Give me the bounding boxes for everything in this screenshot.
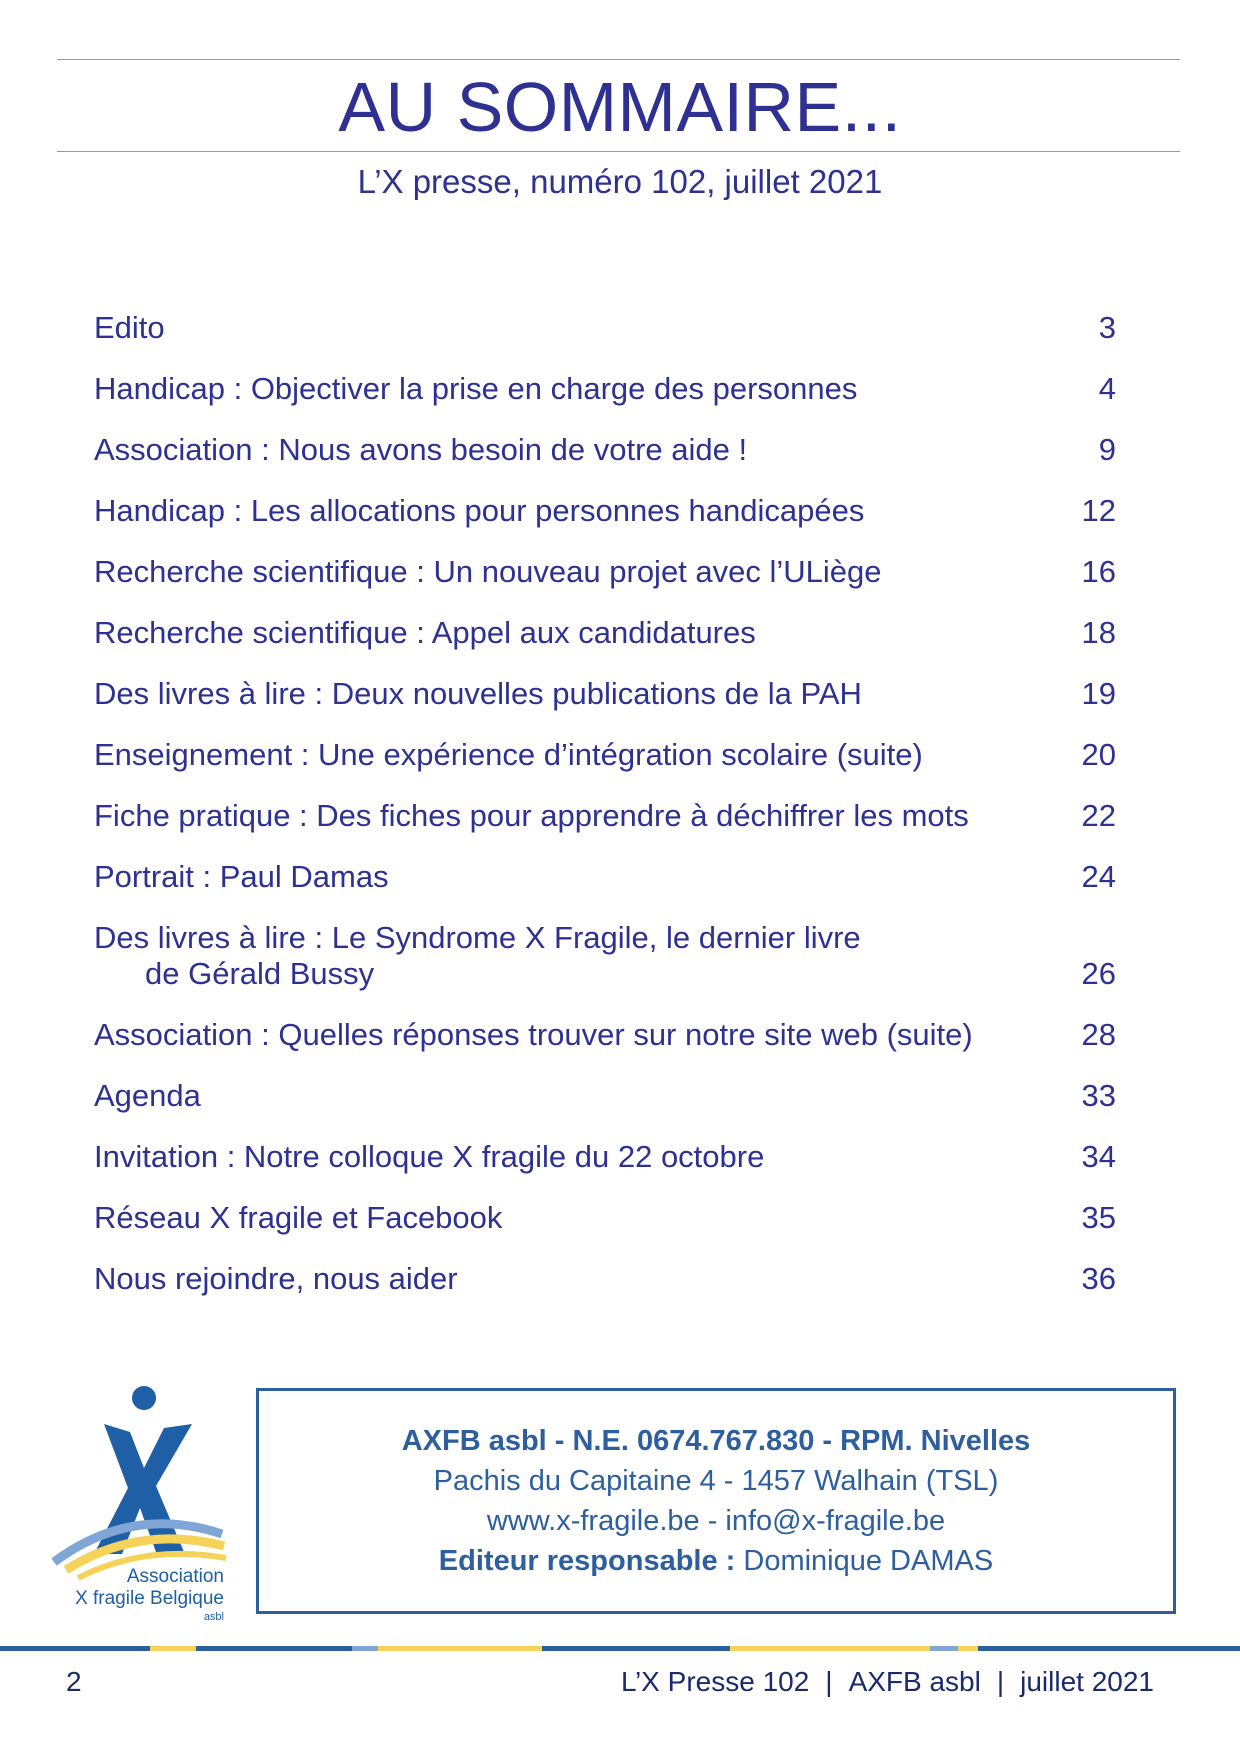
toc-page: 35 — [1081, 1200, 1116, 1235]
info-line-address: Pachis du Capitaine 4 - 1457 Walhain (TSL) — [433, 1465, 999, 1497]
toc-label-line1: Des livres à lire : Le Syndrome X Fragile, le dernier livre — [94, 920, 861, 955]
info-line-editor — [259, 1541, 1173, 1581]
toc-label — [94, 920, 861, 992]
toc-entry[interactable] — [94, 550, 1116, 611]
logo-text-line1: Association — [126, 1566, 224, 1587]
toc-entry[interactable] — [94, 1013, 1116, 1074]
footer-publication: L’X Presse 102 — [620, 1666, 810, 1697]
toc-label: Enseignement : Une expérience d’intégration scolaire (suite) — [94, 737, 923, 772]
title-rule — [57, 151, 1180, 152]
editor-label: Editeur responsable : — [438, 1545, 736, 1577]
toc-label: Handicap : Les allocations pour personnes handicapées — [94, 493, 865, 528]
toc-label: Handicap : Objectiver la prise en charge des personnes — [94, 371, 858, 406]
toc-label: Agenda — [94, 1078, 201, 1113]
toc-label: Association : Nous avons besoin de votre aide ! — [94, 432, 748, 467]
logo-text-line2: X fragile Belgique — [75, 1588, 224, 1609]
toc-entry[interactable] — [94, 672, 1116, 733]
toc-entry[interactable] — [94, 733, 1116, 794]
toc-entry[interactable] — [94, 1074, 1116, 1135]
toc-entry[interactable] — [94, 306, 1116, 367]
toc-page: 26 — [1081, 956, 1116, 991]
toc-page: 19 — [1081, 676, 1116, 711]
toc-page: 9 — [1098, 432, 1116, 467]
publisher-info-box — [256, 1388, 1176, 1614]
toc-label: Edito — [94, 310, 165, 345]
toc-page: 22 — [1081, 798, 1116, 833]
toc-page: 36 — [1081, 1261, 1116, 1296]
toc-entry[interactable] — [94, 855, 1116, 916]
toc-page: 4 — [1098, 371, 1116, 406]
toc-label: Fiche pratique : Des fiches pour apprendre à déchiffrer les mots — [94, 798, 969, 833]
toc-entry[interactable] — [94, 428, 1116, 489]
toc-label: Invitation : Notre colloque X fragile du 22 octobre — [94, 1139, 765, 1174]
toc-page: 16 — [1081, 554, 1116, 589]
info-registration-text: AXFB asbl - N.E. 0674.767.830 - RPM. Nivelles — [401, 1425, 1031, 1457]
footer-stripe — [0, 1646, 1240, 1651]
footer-separator: | — [825, 1666, 833, 1697]
toc-page: 12 — [1081, 493, 1116, 528]
toc-label: Association : Quelles réponses trouver sur notre site web (suite) — [94, 1017, 973, 1052]
association-logo — [52, 1384, 236, 1624]
toc-label: Réseau X fragile et Facebook — [94, 1200, 503, 1235]
top-rule — [57, 59, 1180, 60]
toc-page: 24 — [1081, 859, 1116, 894]
toc-entry[interactable] — [94, 794, 1116, 855]
toc-entry[interactable] — [94, 1257, 1116, 1318]
toc-page: 28 — [1081, 1017, 1116, 1052]
footer-separator: | — [996, 1666, 1005, 1697]
info-line-contact[interactable]: www.x-fragile.be - info@x-fragile.be — [486, 1505, 946, 1537]
toc-entry[interactable] — [94, 1135, 1116, 1196]
toc-page: 3 — [1098, 310, 1116, 345]
footer-date: juillet 2021 — [1020, 1666, 1154, 1697]
footer-publication-info — [621, 1664, 1154, 1700]
toc-label: Recherche scientifique : Appel aux candidatures — [94, 615, 756, 650]
table-of-contents — [94, 306, 1116, 1318]
page-title: AU SOMMAIRE... — [338, 68, 902, 146]
footer-org: AXFB asbl — [848, 1666, 981, 1697]
toc-entry[interactable] — [94, 367, 1116, 428]
page-subtitle: L’X presse, numéro 102, juillet 2021 — [357, 163, 883, 200]
toc-page: 18 — [1081, 615, 1116, 650]
toc-page: 34 — [1081, 1139, 1116, 1174]
toc-entry[interactable] — [94, 611, 1116, 672]
info-line-registration — [259, 1421, 1173, 1461]
editor-name: Dominique DAMAS — [735, 1545, 994, 1577]
toc-label: Recherche scientifique : Un nouveau projet avec l’ULiège — [94, 554, 882, 589]
toc-page: 33 — [1081, 1078, 1116, 1113]
toc-label-line2: de Gérald Bussy — [145, 956, 375, 991]
toc-page: 20 — [1081, 737, 1116, 772]
toc-label: Nous rejoindre, nous aider — [94, 1261, 458, 1296]
toc-entry[interactable] — [94, 489, 1116, 550]
logo-text-line3: asbl — [203, 1611, 224, 1623]
toc-label: Portrait : Paul Damas — [94, 859, 389, 894]
toc-entry[interactable] — [94, 916, 1116, 1013]
footer-page-number: 2 — [66, 1666, 82, 1697]
logo-head-icon — [132, 1386, 156, 1410]
toc-entry[interactable] — [94, 1196, 1116, 1257]
toc-label: Des livres à lire : Deux nouvelles publications de la PAH — [94, 676, 862, 711]
